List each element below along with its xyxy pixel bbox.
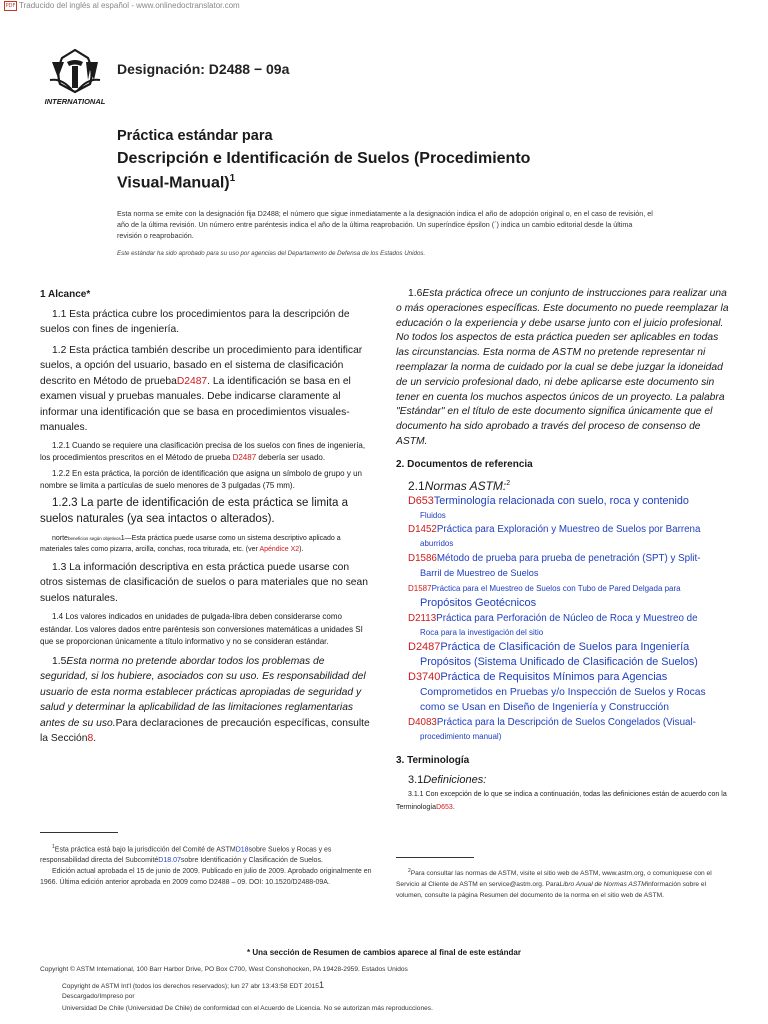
ref-title[interactable]: Práctica para la Descripción de Suelos Congelados (Visual-	[436, 717, 696, 729]
issue-note: Esta norma se emite con la designación fija D2488; el número que sigue inmediatamente a la designación indica el año de adopción original o, en el caso de revisión, el año de la última revisión. Un número entre paréntesis indica el año de la última reaprobación. Un superíndice épsilon (´) indica un cambio editorial desde la última revisión o reaprobación.	[117, 209, 653, 240]
banner-text: Traducido del inglés al español - www.onlinedoctranslator.com	[19, 1, 240, 10]
ref-cont[interactable]: Barril de Muestreo de Suelos	[420, 568, 539, 579]
footnote-rule-right	[396, 857, 474, 858]
reference-item[interactable]	[408, 551, 730, 581]
ref-code[interactable]: D3740	[408, 671, 441, 684]
para-2-1	[396, 476, 730, 494]
footnote-1-mark: 1	[52, 844, 55, 850]
para-1-2-3: 1.2.3 La parte de identificación de esta práctica se limita a suelos naturales (ya sea intactos o alterados).	[40, 496, 348, 525]
license-text: Copyright de ASTM Int'l (todos los derechos reservados); lun 27 abr 13:43:58 EDT 2015	[62, 983, 319, 990]
footnote-2-italic: Libro Anual de Normas ASTM	[559, 881, 647, 889]
note-sub: beneficios según objetivos	[67, 535, 121, 541]
footnote-1-edition: Edición actual aprobada el 15 de junio de 2009. Publicado en julio de 2009. Aprobado originalmente en 1966. Última edición anterior aprobada en 2009 como D2488 – 09. DOI: 10.1520/D2488-09A.	[40, 868, 372, 887]
right-column	[396, 287, 730, 814]
reference-item[interactable]	[408, 494, 730, 523]
reference-list	[396, 494, 730, 745]
terminology-heading: 3. Terminología	[396, 755, 470, 767]
footnote-1-text-b: sobre Suelos y Rocas y es responsabilidad directa del Subcomité	[40, 846, 332, 865]
ref-code[interactable]: D1587	[408, 584, 432, 594]
ref-cont[interactable]: Comprometidos en Pruebas y/o Inspección de Suelos y Rocas	[420, 687, 706, 699]
para-1-5-end: .	[93, 733, 97, 744]
ref-cont[interactable]: Propósitos (Sistema Unificado de Clasificación de Suelos)	[420, 656, 698, 669]
para-3-1-1	[396, 788, 730, 814]
para-1-6-italic: Esta práctica ofrece un conjunto de instrucciones para realizar una o más operaciones específicas. Este documento no puede reemplazar la educación o la experiencia y debe usarse junto con el juicio profesional. No todos los aspectos de esta práctica pueden ser aplicables en todas las circunstancias. Esta norma de ASTM no pretende representar ni reemplazar la norma de cuidado por la cual se debe juzgar la idoneidad de un servicio profesional dado, ni debe aplicarse este documento sin tener en cuenta los muchos aspectos únicos de un proyecto. La palabra "Estándar" en el título de este documento significa únicamente que el documento ha sido aprobado a través del proceso de consenso de ASTM.	[396, 288, 729, 447]
logo-text: INTERNATIONAL	[44, 97, 106, 106]
para-1-6-num: 1.6	[408, 288, 423, 299]
ref-title[interactable]: Práctica de Clasificación de Suelos para Ingeniería	[440, 641, 690, 654]
document-title	[117, 149, 557, 193]
ref-title[interactable]: Terminología relacionada con suelo, roca y contenido	[433, 494, 689, 507]
ref-code[interactable]: D653	[408, 494, 434, 507]
ref-cont[interactable]: procedimiento manual)	[420, 732, 502, 742]
footnote-1-text-c: sobre Identificación y Clasificación de Suelos.	[180, 857, 323, 865]
ref-title[interactable]: Práctica de Requisitos Mínimos para Agencias	[440, 671, 668, 684]
ref-title[interactable]: Práctica para el Muestreo de Suelos con Tubo de Pared Delgada para	[431, 584, 681, 594]
ref-title[interactable]: Método de prueba para prueba de penetración (SPT) y Split-	[436, 553, 701, 565]
title-text: Descripción e Identificación de Suelos (Procedimiento Visual-Manual)	[117, 150, 531, 192]
para-1-4: 1.4 Los valores indicados en unidades de pulgada-libra deben considerarse como estándar. Los valores dados entre paréntesis son conversiones matemáticas a unidades SI que se proporcionan únicamente a título informativo y no se consideran estándar.	[40, 612, 363, 646]
section-8-link[interactable]: 8	[87, 733, 94, 744]
ref-cont[interactable]: aburridos	[420, 539, 454, 549]
reference-item[interactable]	[408, 640, 730, 670]
para-3-1-1-end: .	[452, 803, 455, 811]
ref-cont[interactable]: Propósitos Geotécnicos	[420, 597, 537, 610]
ref-title[interactable]: Práctica para Exploración y Muestreo de Suelos por Barrena	[436, 523, 701, 535]
scope-heading: 1 Alcance*	[40, 289, 91, 300]
ref-link-d2487-b[interactable]: D2487	[232, 453, 257, 462]
ref-cont[interactable]: Fluidos	[420, 510, 446, 520]
footnote-2-text-b: información sobre el volumen, consulte la página Resumen del documento de la norma en el sitio web de ASTM.	[396, 881, 707, 900]
d18-07-link[interactable]: D18.07	[158, 857, 181, 865]
footnote-1	[40, 842, 374, 888]
para-1-6	[396, 287, 730, 450]
ref-code[interactable]: D1452	[408, 523, 437, 535]
para-3-1-num: 3.1	[408, 773, 424, 786]
footnote-2	[396, 866, 730, 901]
note-text: —Esta práctica puede usarse como un sistema descriptivo aplicado a materiales tales como pizarra, arcilla, conchas, roca triturada, etc. (ver	[40, 534, 341, 553]
practice-label: Práctica estándar para	[117, 128, 273, 144]
reference-item[interactable]	[408, 523, 730, 552]
para-3-1	[396, 773, 730, 788]
footnote-2-mark: 2	[408, 868, 411, 874]
summary-notice: * Una sección de Resumen de cambios aparece al final de este estándar	[247, 948, 521, 957]
para-1-3: 1.3 La información descriptiva en esta práctica puede usarse con otros sistemas de clasificación de suelos o para materiales que no sean suelos naturales.	[40, 561, 368, 604]
para-2-1-italic: Normas ASTM:	[424, 478, 507, 493]
ref-code[interactable]: D1586	[408, 553, 437, 565]
ref-cont-2[interactable]: como se Usan en Diseño de Ingeniería y Construcción	[420, 702, 669, 714]
pdf-icon: PDF	[5, 2, 16, 9]
copyright-line: Copyright © ASTM International, 100 Barr Harbor Drive, PO Box C700, West Conshohocken, PA 19428-2959. Estados Unidos	[40, 966, 408, 973]
para-1-1: 1.1 Esta práctica cubre los procedimientos para la descripción de suelos con fines de ingeniería.	[40, 308, 350, 335]
para-1-5-num: 1.5	[52, 655, 67, 667]
ref-code[interactable]: D4083	[408, 717, 437, 729]
reference-item[interactable]	[408, 715, 730, 744]
appendix-x2-link[interactable]: Apéndice X2	[259, 545, 300, 553]
ref-cont[interactable]: Roca para la investigación del sitio	[420, 628, 544, 638]
d653-link[interactable]: D653	[436, 803, 453, 811]
para-1-5	[40, 654, 374, 747]
reference-item[interactable]	[408, 611, 730, 640]
para-3-1-italic: Definiciones:	[423, 773, 487, 786]
left-column	[40, 287, 374, 747]
reference-item[interactable]	[408, 670, 730, 715]
note-end: ).	[299, 545, 304, 553]
footnote-1-text: Esta práctica está bajo la jurisdicción del Comité de ASTM	[54, 846, 236, 854]
title-footnote-mark: 1	[229, 173, 236, 184]
para-1-2-2: 1.2.2 En esta práctica, la porción de identificación que asigna un símbolo de grupo y un nombre se limita a partículas de suelo menores de 3 pulgadas (75 mm).	[40, 468, 362, 490]
license-line	[62, 980, 324, 992]
approval-note: Este estándar ha sido aprobado para su uso por agencias del Departamento de Defensa de los Estados Unidos.	[117, 250, 426, 257]
refdocs-heading: 2. Documentos de referencia	[396, 458, 533, 470]
ref-code[interactable]: D2487	[408, 641, 441, 654]
para-1-5-italic: Esta norma no pretende abordar todos los problemas de seguridad, si los hubiere, asociados con su uso. Es responsabilidad del usuario de esta norma establecer prácticas apropiadas de seguridad y salud y determinar la aplicabilidad de las limitaciones reglamentarias antes de su uso.	[40, 655, 366, 729]
para-1-2-text: 1.2 Esta práctica también describe un procedimiento para identificar suelos, a opción del usuario, basado en el sistema de clasificación descrito en Método de prueba	[40, 344, 363, 387]
para-2-1-sup: 2	[506, 479, 511, 487]
footnote-rule-left	[40, 832, 118, 833]
footnote-2-text: Para consultar las normas de ASTM, visite el sitio web de ASTM, www.astm.org, o comuníquese con el Servicio al Cliente de ASTM en service@astm.org. Para	[396, 870, 712, 889]
para-1-5-text: Para declaraciones de precaución específicas, consulte la Sección	[40, 717, 370, 744]
para-2-1-num: 2.1	[408, 478, 425, 493]
ref-code[interactable]: D2113	[408, 613, 437, 625]
para-1-2-1	[40, 440, 374, 465]
para-3-1-1-text: 3.1.1 Con excepción de lo que se indica a continuación, todas las definiciones están de acuerdo con la Terminología	[396, 790, 727, 811]
note-1	[40, 533, 374, 555]
para-1-2-text-end: . La identificación se basa en el examen visual y pruebas manuales. Debe indicarse claramente al informar una identificación que se basa en procedimientos visuales-manuales.	[40, 375, 351, 433]
astm-logo	[42, 48, 108, 106]
ref-title[interactable]: Práctica para Perforación de Núcleo de Roca y Muestreo de	[436, 613, 698, 625]
d18-link[interactable]: D18	[235, 846, 249, 854]
note-label: norte	[52, 534, 68, 542]
designation: Designación: D2488 − 09a	[117, 61, 290, 77]
translation-banner[interactable]	[0, 0, 768, 13]
page-number: 1	[318, 980, 324, 990]
footnote-1-line	[40, 842, 374, 866]
download-line: Descargado/Impreso por	[62, 993, 135, 1000]
note-num: 1	[120, 534, 125, 542]
reference-item[interactable]	[408, 581, 730, 611]
astm-logo-icon	[42, 48, 108, 106]
para-1-2-1-text: 1.2.1 Cuando se requiere una clasificación precisa de los suelos con fines de ingeniería, los procedimientos prescritos en el Método de prueba	[40, 440, 366, 462]
para-1-2-1-end: debería ser usado.	[258, 453, 326, 462]
university-line: Universidad De Chile (Universidad De Chile) de conformidad con el Acuerdo de Licencia. No se autorizan más reproducciones.	[62, 1005, 433, 1012]
ref-link-d2487[interactable]: D2487	[176, 375, 208, 387]
para-1-2	[40, 343, 374, 436]
